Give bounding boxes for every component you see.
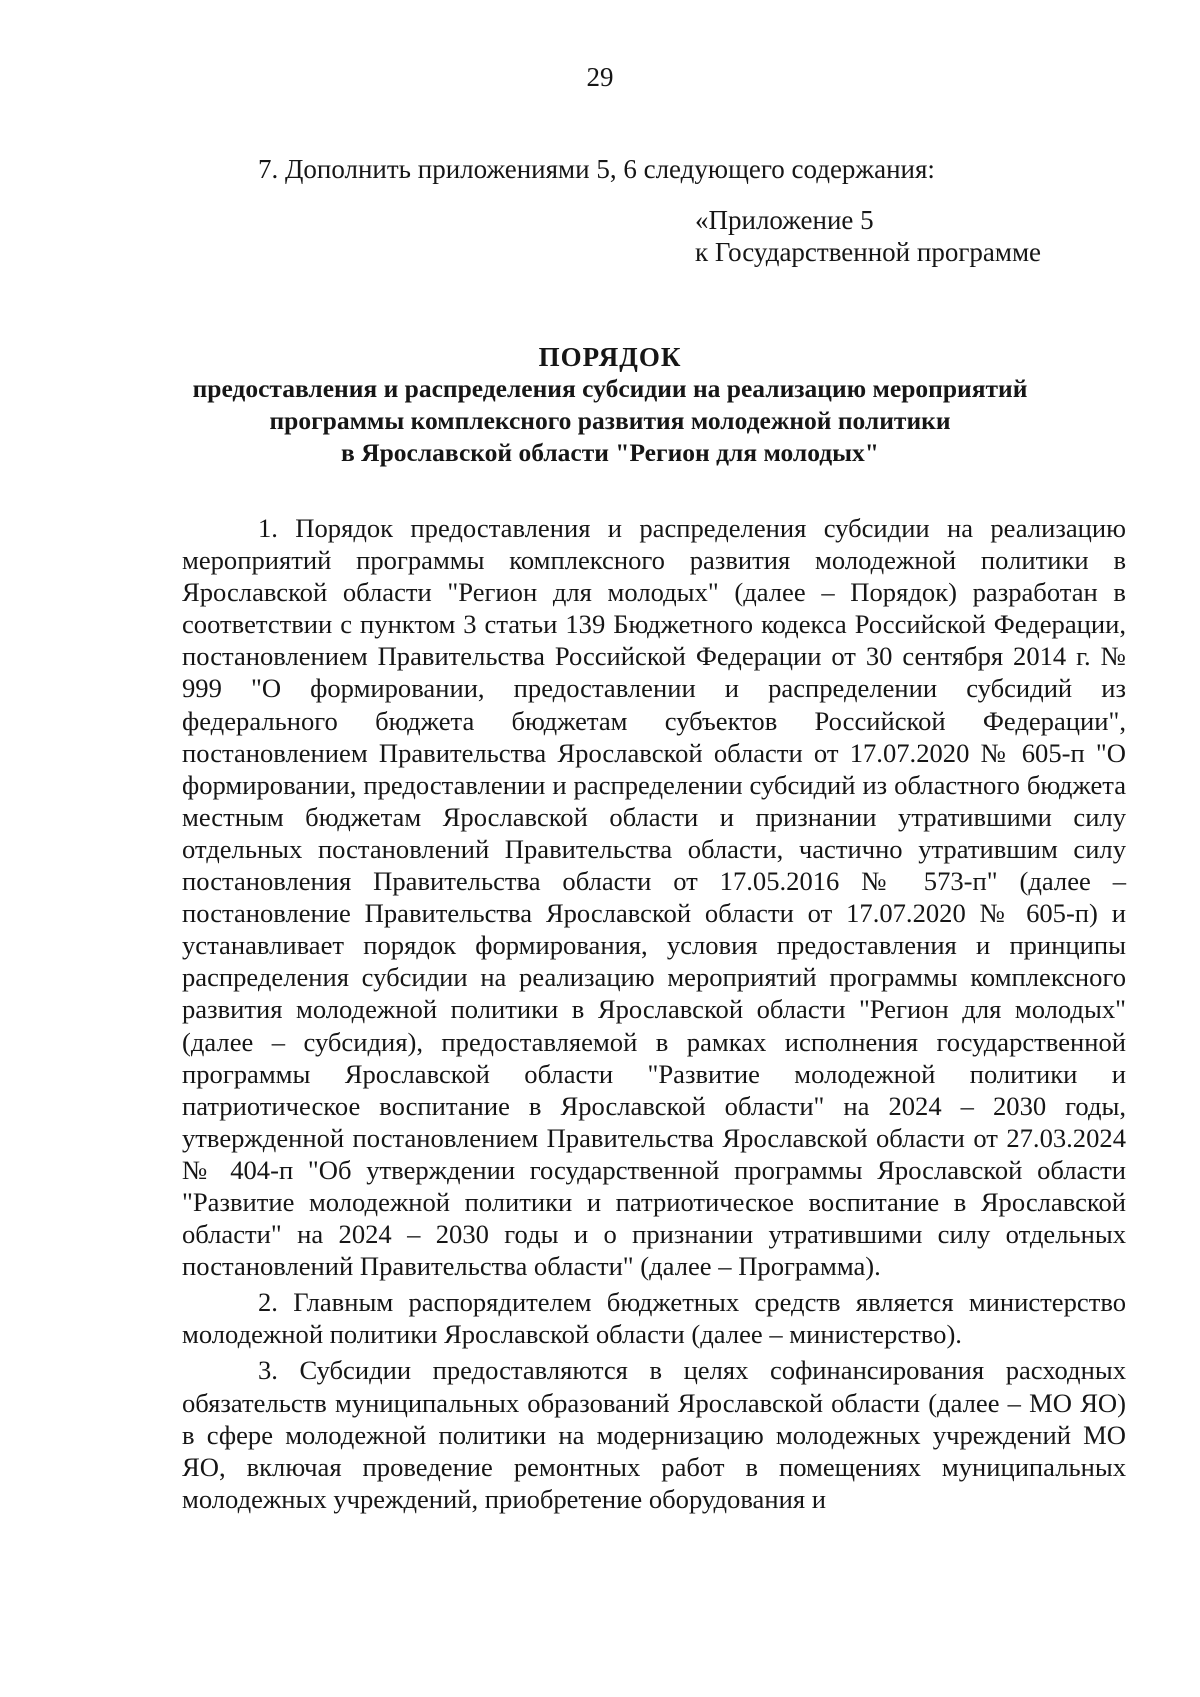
appendix-header (695, 204, 1041, 268)
appendix-label: «Приложение 5 (695, 205, 874, 235)
page-number: 29 (586, 62, 614, 92)
title-line-2: программы комплексного развития молодежной политики (269, 406, 951, 435)
title-line-3: в Ярославской области "Регион для молодых" (341, 438, 879, 467)
appendix-reference: к Государственной программе (695, 237, 1042, 267)
title-line-1: предоставления и распределения субсидии на реализацию мероприятий (192, 374, 1028, 403)
document-title (150, 341, 1070, 469)
document-body (182, 512, 1126, 1519)
paragraph-3: 3. Субсидии предоставляются в целях софинансирования расходных обязательств муниципальных образований Ярославской области (далее – МО ЯО) в сфере молодежной политики на модернизацию молодежных учреждений МО ЯО, включая проведение ремонтных работ в помещениях муниципальных молодежных учреждений, приобретение оборудования и (182, 1355, 1126, 1514)
amendment-instruction: 7. Дополнить приложениями 5, 6 следующего содержания: (258, 154, 935, 184)
paragraph-1: 1. Порядок предоставления и распределения субсидии на реализацию мероприятий программы комплексного развития молодежной политики в Ярославской области "Регион для молодых" (далее – Порядок) разработан в соответствии с пунктом 3 статьи 139 Бюджетного кодекса Российской Федерации, постановлением Правительства Российской Федерации от 30 сентября 2014 г. № 999 "О формировании, предоставлении и распределении субсидий из федерального бюджета бюджетам субъектов Российской Федерации", постановлением Правительства Ярославской области от 17.07.2020 № 605-п "О формировании, предоставлении и распределении субсидий из областного бюджета местным бюджетам Ярославской области и признании утратившими силу отдельных постановлений Правительства области, частично утратившим силу постановления Правительства области от 17.05.2016 № 573-п" (далее – постановление Правительства Ярославской области от 17.07.2020 № 605-п) и устанавливает порядок формирования, условия предоставления и принципы распределения субсидии на реализацию мероприятий программы комплексного развития молодежной политики в Ярославской области "Регион для молодых" (далее – субсидия), предоставляемой в рамках исполнения государственной программы Ярославской области "Развитие молодежной политики и патриотическое воспитание в Ярославской области" на 2024 – 2030 годы, утвержденной постановлением Правительства Ярославской области от 27.03.2024 № 404-п "Об утверждении государственной программы Ярославской области "Развитие молодежной политики и патриотическое воспитание в Ярославской области" на 2024 – 2030 годы и о признании утратившими силу отдельных постановлений Правительства области" (далее – Программа). (182, 513, 1126, 1282)
title-main: ПОРЯДОК (538, 342, 682, 372)
paragraph-2: 2. Главным распорядителем бюджетных средств является министерство молодежной политики Ярославской области (далее – министерство). (182, 1287, 1126, 1350)
